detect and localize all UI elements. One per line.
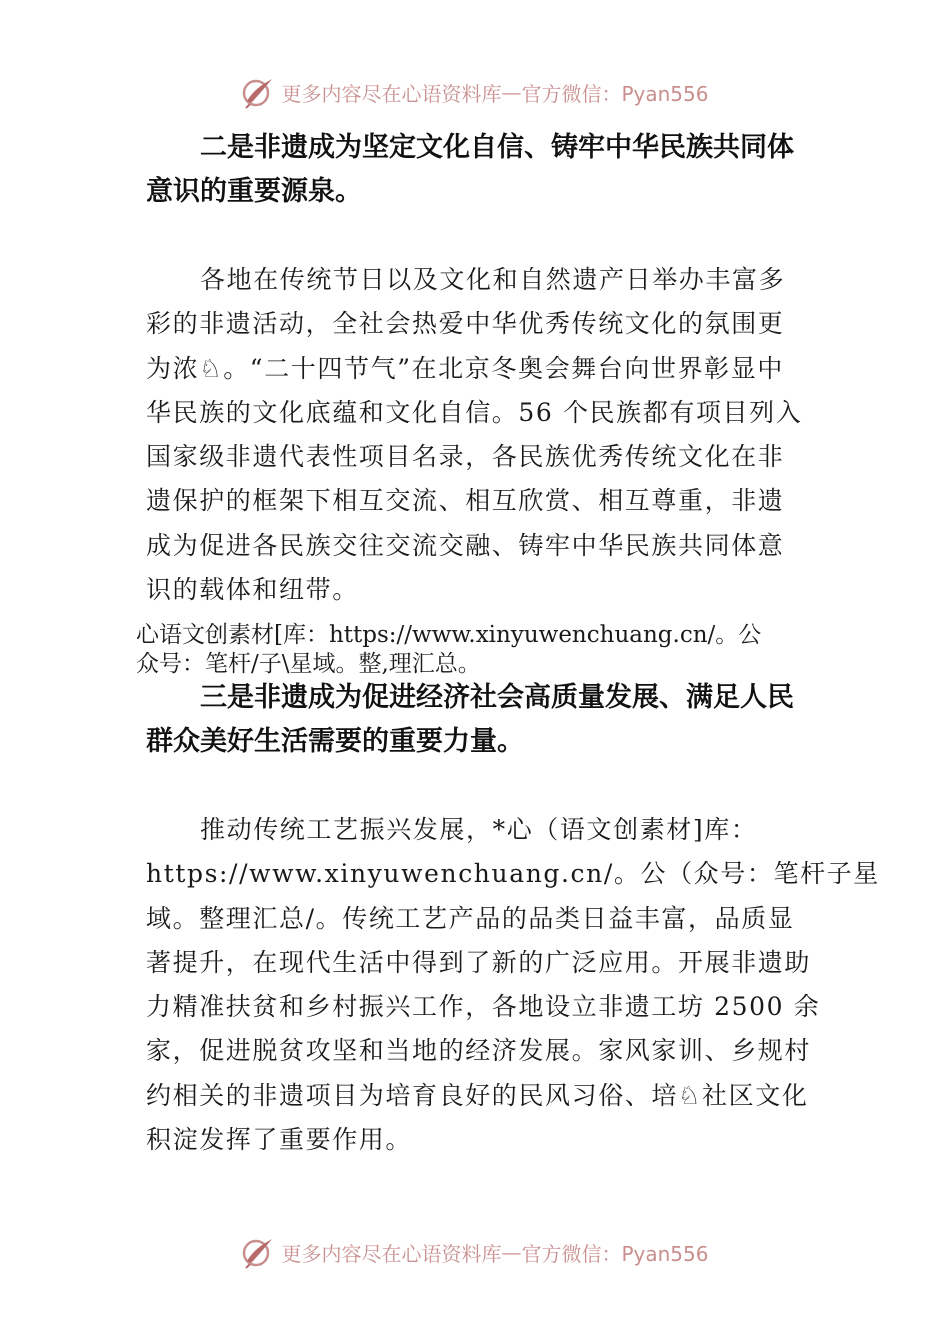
heading-line: 三是非遗成为促进经济社会高质量发展、满足人民 [200, 682, 794, 713]
note-line: 心语文创素材[库：https://www.xinyuwenchuang.cn/。公 [136, 622, 762, 648]
paragraph-line: 遗保护的框架下相互交流、相互欣赏、相互尊重，非遗 [146, 486, 785, 516]
heading-line: 意识的重要源泉。 [146, 176, 362, 207]
paragraph-line: 著提升，在现代生活中得到了新的广泛应用。开展非遗助 [146, 947, 812, 977]
paragraph-line: 推动传统工艺振兴发展，*心（语文创素材]库： [200, 815, 758, 844]
brush-logo-icon [241, 1235, 275, 1269]
paragraph-line: 域。整理汇总/。传统工艺产品的品类日益丰富，品质显 [146, 903, 795, 933]
header-banner [0, 72, 950, 112]
banner-wechat-text: 官方微信：Pyan556 [521, 1241, 709, 1266]
heading-line: 二是非遗成为坚定文化自信、铸牢中华民族共同体 [200, 132, 794, 163]
banner-site-text: 更多内容尽在心语资料库 [281, 1241, 502, 1266]
paragraph-line: https://www.xinyuwenchuang.cn/。公（众号：笔杆子星 [146, 859, 880, 889]
paragraph-line: 成为促进各民族交往交流交融、铸牢中华民族共同体意 [146, 530, 785, 560]
paragraph-line: 力精准扶贫和乡村振兴工作，各地设立非遗工坊 2500 余 [146, 992, 821, 1022]
paragraph-line: 约相关的非遗项目为培育良好的民风习俗、培♘社区文化 [146, 1080, 809, 1110]
paragraph-line: 识的载体和纽带。 [146, 575, 359, 605]
paragraph-line: 国家级非遗代表性项目名录，各民族优秀传统文化在非 [146, 442, 785, 472]
heading-line: 群众美好生活需要的重要力量。 [146, 726, 524, 757]
footer-banner [0, 1232, 950, 1272]
paragraph-line: 彩的非遗活动，全社会热爱中华优秀传统文化的氛围更 [146, 309, 785, 339]
paragraph-line: 各地在传统节日以及文化和自然遗产日举办丰富多 [200, 265, 786, 294]
note-line: 众号：笔杆/子\星域。整,理汇总。 [136, 651, 481, 677]
paragraph-traditional-crafts [146, 808, 880, 1162]
brush-logo-icon [241, 75, 275, 109]
paragraph-line: 积淀发挥了重要作用。 [146, 1125, 413, 1155]
banner-site-text: 更多内容尽在心语资料库 [281, 81, 502, 106]
section-heading-3 [146, 676, 816, 764]
banner-wechat-text: 官方微信：Pyan556 [521, 81, 709, 106]
paragraph-heritage-activities [146, 258, 822, 612]
source-note [136, 621, 836, 679]
paragraph-line: 家，促进脱贫攻坚和当地的经济发展。家风家训、乡规村 [146, 1036, 812, 1066]
section-heading-2 [146, 126, 816, 214]
banner-separator: — [501, 80, 522, 104]
paragraph-line: 为浓♘。“二十四节气”在北京冬奥会舞台向世界彰显中 [146, 353, 784, 383]
paragraph-line: 华民族的文化底蕴和文化自信。56 个民族都有项目列入 [146, 397, 803, 427]
banner-separator: — [501, 1240, 522, 1264]
